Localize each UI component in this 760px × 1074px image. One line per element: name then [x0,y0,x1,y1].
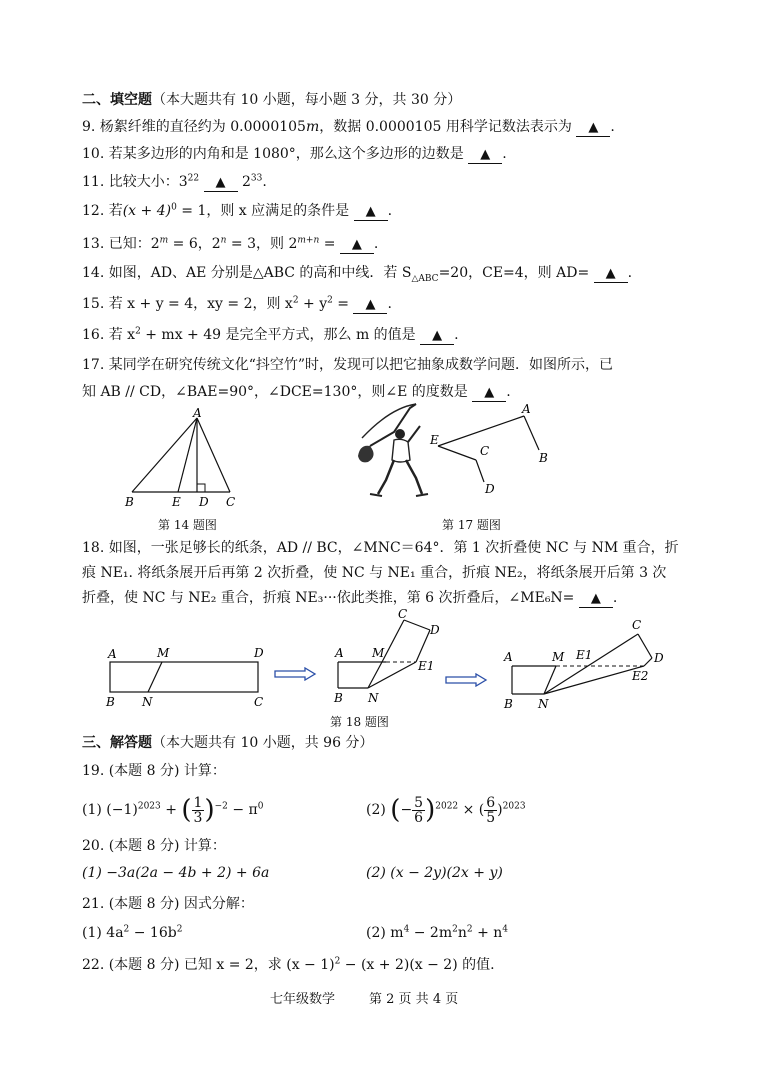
answer-blank: ▲ [420,328,454,345]
svg-text:B: B [106,695,115,709]
question-15: 15. 若 x + y = 4，xy = 2，则 $x^2 + y^2$ = ▲ . [82,295,392,312]
question-13: 13. 已知：$2^m = 6$，$2^n = 3$，则 $2^{m+n}$ = ▲ . [82,235,379,252]
svg-text:D: D [254,646,264,660]
svg-text:N: N [538,697,549,711]
question-16: 16. 若 $x^2$ + mx + 49 是完全平方式，那么 m 的值是 ▲ . [82,326,459,343]
question-22: 22. (本题 8 分) 已知 x = 2，求 $(x - 1)^2 - (x + 2)(x - 2)$ 的值. [82,956,495,973]
question-20-part-2: (2) (x − 2y)(2x + y) [366,865,503,881]
answer-blank: ▲ [468,147,502,164]
svg-text:A: A [108,647,117,661]
label-A: A [522,402,531,416]
question-18-line-2: 痕 NE₁. 将纸条展开后再第 2 次折叠，使 NC 与 NE₁ 重合，折痕 NE₂，将纸条展开后第 3 次 [82,565,667,581]
answer-blank: ▲ [204,175,238,192]
figure-17-geometry [424,400,564,496]
question-20-part-1: (1) −3a(2a − 4b + 2) + 6a [82,865,270,881]
question-10: 10. 若某多边形的内角和是 1080°，那么这个多边形的边数是 ▲ . [82,146,507,162]
figure-18-panel-3 [498,614,678,714]
svg-text:C: C [398,607,408,621]
footer-subject: 七年级数学 [270,992,336,1007]
question-14: 14. 如图，AD、AE 分别是△ABC 的高和中线．若 $S_{\triangle ABC}=20$，CE=4，则 AD= ▲ . [82,265,633,284]
svg-text:E2: E2 [632,669,649,683]
svg-text:A: A [504,650,513,664]
svg-text:N: N [142,695,153,709]
svg-text:C: C [254,695,264,709]
kongzhu-player-illustration [350,398,430,508]
section-2-header: 二、填空题（本大题共有 10 小题，每小题 3 分，共 30 分） [82,92,462,108]
label-B: B [125,495,134,509]
answer-blank: ▲ [579,591,613,608]
figure-18-caption: 第 18 题图 [330,715,389,729]
question-20-head: 20. (本题 8 分) 计算： [82,838,226,854]
svg-text:B: B [504,697,513,711]
arrow-right-icon [444,673,488,687]
question-12: 12. 若$(x + 4)^0 = 1$，则 x 应满足的条件是 ▲ . [82,202,393,219]
svg-text:M: M [372,646,385,660]
question-21-part-1: (1) $4a^2 - 16b^2$ [82,924,183,941]
svg-text:D: D [430,623,440,637]
svg-text:M: M [552,650,565,664]
page-footer [270,988,492,1007]
label-A: A [193,406,202,420]
question-19-head: 19. (本题 8 分) 计算： [82,763,226,779]
answer-blank: ▲ [576,120,610,137]
label-D: D [485,482,495,496]
answer-blank: ▲ [353,297,387,314]
label-C: C [480,444,490,458]
question-9: 9. 杨絮纤维的直径约为 0.0000105m，数据 0.0000105 用科学记数法表示为 ▲ . [82,119,615,135]
answer-blank: ▲ [472,385,506,402]
question-19-part-2: (2) (− $\frac{5}{6}$ )$^{2022}$ × ( $\frac{6}{5}$ )$^{2023}$ [366,794,526,826]
svg-text:D: D [654,651,664,665]
question-18-line-3: 折叠，使 NC 与 NE₂ 重合，折痕 NE₃···依此类推，第 6 次折叠后，∠ME₆N= ▲ . [82,590,618,606]
figure-14-triangle [118,406,248,510]
answer-blank: ▲ [354,204,388,221]
figure-14-caption: 第 14 题图 [158,518,217,532]
question-21-part-2: (2) $m^4 - 2m^2n^2 + n^4$ [366,924,509,941]
svg-text:E1: E1 [418,659,435,673]
question-17-line-1: 17. 某同学在研究传统文化“抖空竹”时，发现可以把它抽象成数学问题．如图所示，已 [82,357,614,373]
figure-18-panel-1 [100,640,270,710]
svg-text:E1: E1 [576,648,593,662]
label-D: D [199,495,209,509]
question-17-line-2: 知 AB // CD，∠BAE=90°，∠DCE=130°，则∠E 的度数是 ▲ . [82,384,511,400]
section-3-header: 三、解答题（本大题共有 10 小题，共 96 分） [82,735,374,751]
label-B: B [539,451,548,465]
label-E: E [430,433,439,447]
label-E: E [172,495,181,509]
figure-17-caption: 第 17 题图 [442,518,501,532]
svg-text:A: A [335,646,344,660]
svg-text:M: M [157,646,170,660]
footer-page-number: 第 2 页 共 4 页 [369,992,459,1007]
arrow-right-icon [273,667,317,681]
answer-blank: ▲ [594,266,628,283]
question-21-head: 21. (本题 8 分) 因式分解： [82,896,254,912]
figure-18-panel-2 [330,606,450,710]
svg-text:B: B [334,691,343,705]
label-C: C [226,495,236,509]
svg-text:C: C [632,618,642,632]
question-18-line-1: 18. 如图，一张足够长的纸条，AD // BC，∠MNC＝64°．第 1 次折叠使 NC 与 NM 重合，折 [82,540,679,556]
answer-blank: ▲ [340,237,374,254]
question-19-part-1: (1) $(-1)^{2023}$ + ( $\frac{1}{3}$ )$^{-2} - \pi^0$ [82,794,264,826]
svg-text:N: N [368,691,379,705]
question-11: 11. 比较大小：$3^{22}$ ▲ $2^{33}$. [82,173,267,190]
